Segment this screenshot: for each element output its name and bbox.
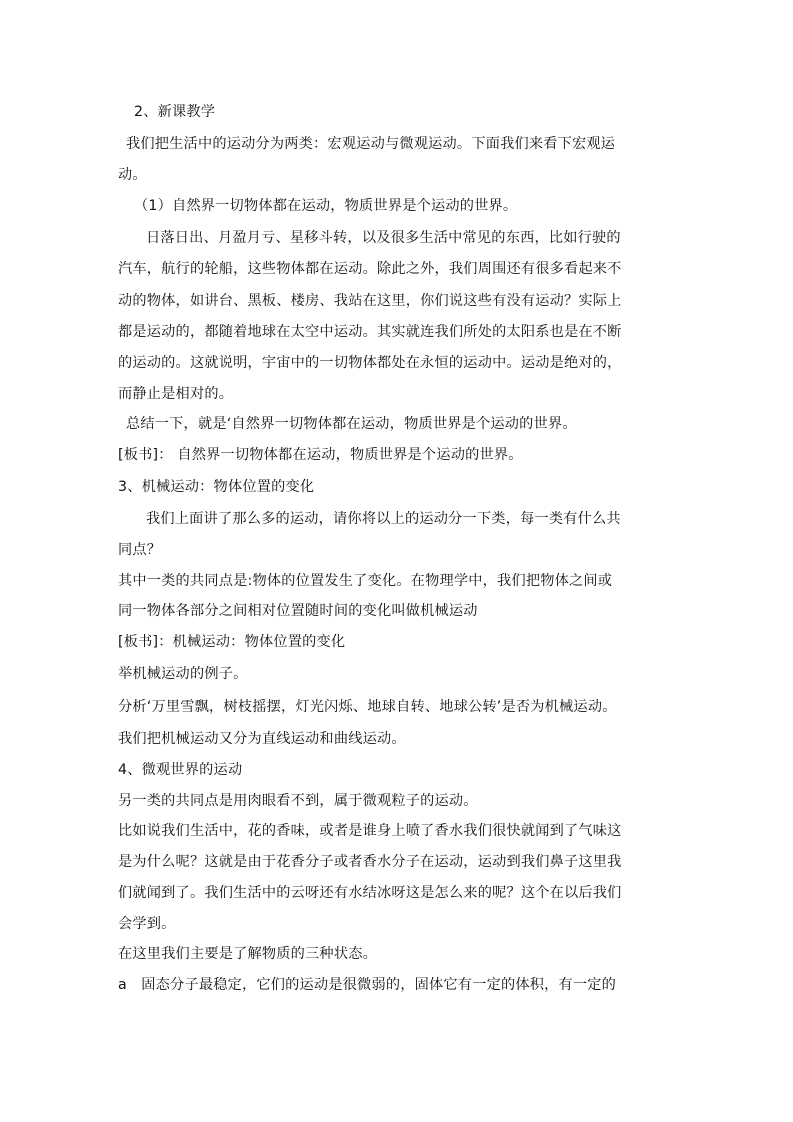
board-note-line: [板书]：机械运动：物体位置的变化 [118, 634, 346, 650]
section-heading-mechanical-motion: 3、机械运动：物体位置的变化 [118, 479, 315, 495]
paragraph-line: 是为什么呢？这就是由于花香分子或者香水分子在运动，运动到我们鼻子这里我 [118, 854, 622, 870]
paragraph-line: 汽车，航行的轮船，这些物体都在运动。除此之外，我们周围还有很多看起来不 [118, 261, 622, 277]
paragraph-line: 动的物体，如讲台、黑板、楼房、我站在这里，你们说这些有没有运动？实际上 [118, 293, 622, 309]
section-heading-new-lesson: 2、新课教学 [134, 104, 216, 120]
paragraph-line: 在这里我们主要是了解物质的三种状态。 [118, 946, 377, 962]
paragraph-line: 我们把机械运动又分为直线运动和曲线运动。 [118, 731, 406, 747]
paragraph-line: 同点？ [118, 542, 162, 558]
section-heading-micro-world: 4、微观世界的运动 [118, 762, 243, 778]
paragraph-line: 同一物体各部分之间相对位置随时间的变化叫做机械运动 [118, 603, 478, 619]
paragraph-line: 日落日出、月盈月亏、星移斗转，以及很多生活中常见的东西，比如行驶的 [146, 230, 621, 246]
paragraph-line: a 固态分子最稳定，它们的运动是很微弱的，固体它有一定的体积，有一定的 [118, 977, 617, 993]
board-note-line: [板书]： 自然界一切物体都在运动，物质世界是个运动的世界。 [118, 447, 523, 463]
paragraph-line: 分析‘万里雪飘，树枝摇摆，灯光闪烁、地球自转、地球公转’是否为机械运动。 [118, 699, 617, 715]
paragraph-line: 而静止是相对的。 [118, 386, 234, 402]
summary-line: 总结一下，就是‘自然界一切物体都在运动，物质世界是个运动的世界。 [126, 416, 577, 432]
paragraph-line: 我们上面讲了那么多的运动，请你将以上的运动分一下类，每一类有什么共 [146, 511, 621, 527]
paragraph-line: 的运动的。这就说明，宇宙中的一切物体都处在永恒的运动中。运动是绝对的， [118, 355, 622, 371]
paragraph-line: 们就闻到了。我们生活中的云呀还有水结冰呀这是怎么来的呢？这个在以后我们 [118, 885, 622, 901]
paragraph-line: 其中一类的共同点是:物体的位置发生了变化。在物理学中，我们把物体之间或 [118, 573, 613, 589]
paragraph-line: 举机械运动的例子。 [118, 666, 248, 682]
paragraph-line: 比如说我们生活中，花的香味，或者是谁身上喷了香水我们很快就闻到了气味这 [118, 823, 622, 839]
subheading-line: （1）自然界一切物体都在运动，物质世界是个运动的世界。 [134, 198, 518, 214]
paragraph-line: 我们把生活中的运动分为两类：宏观运动与微观运动。下面我们来看下宏观运 [126, 136, 616, 152]
paragraph-line: 都是运动的，都随着地球在太空中运动。其实就连我们所处的太阳系也是在不断 [118, 324, 622, 340]
paragraph-line: 另一类的共同点是用肉眼看不到，属于微观粒子的运动。 [118, 793, 478, 809]
paragraph-line: 会学到。 [118, 916, 176, 932]
paragraph-line: 动。 [118, 167, 147, 183]
